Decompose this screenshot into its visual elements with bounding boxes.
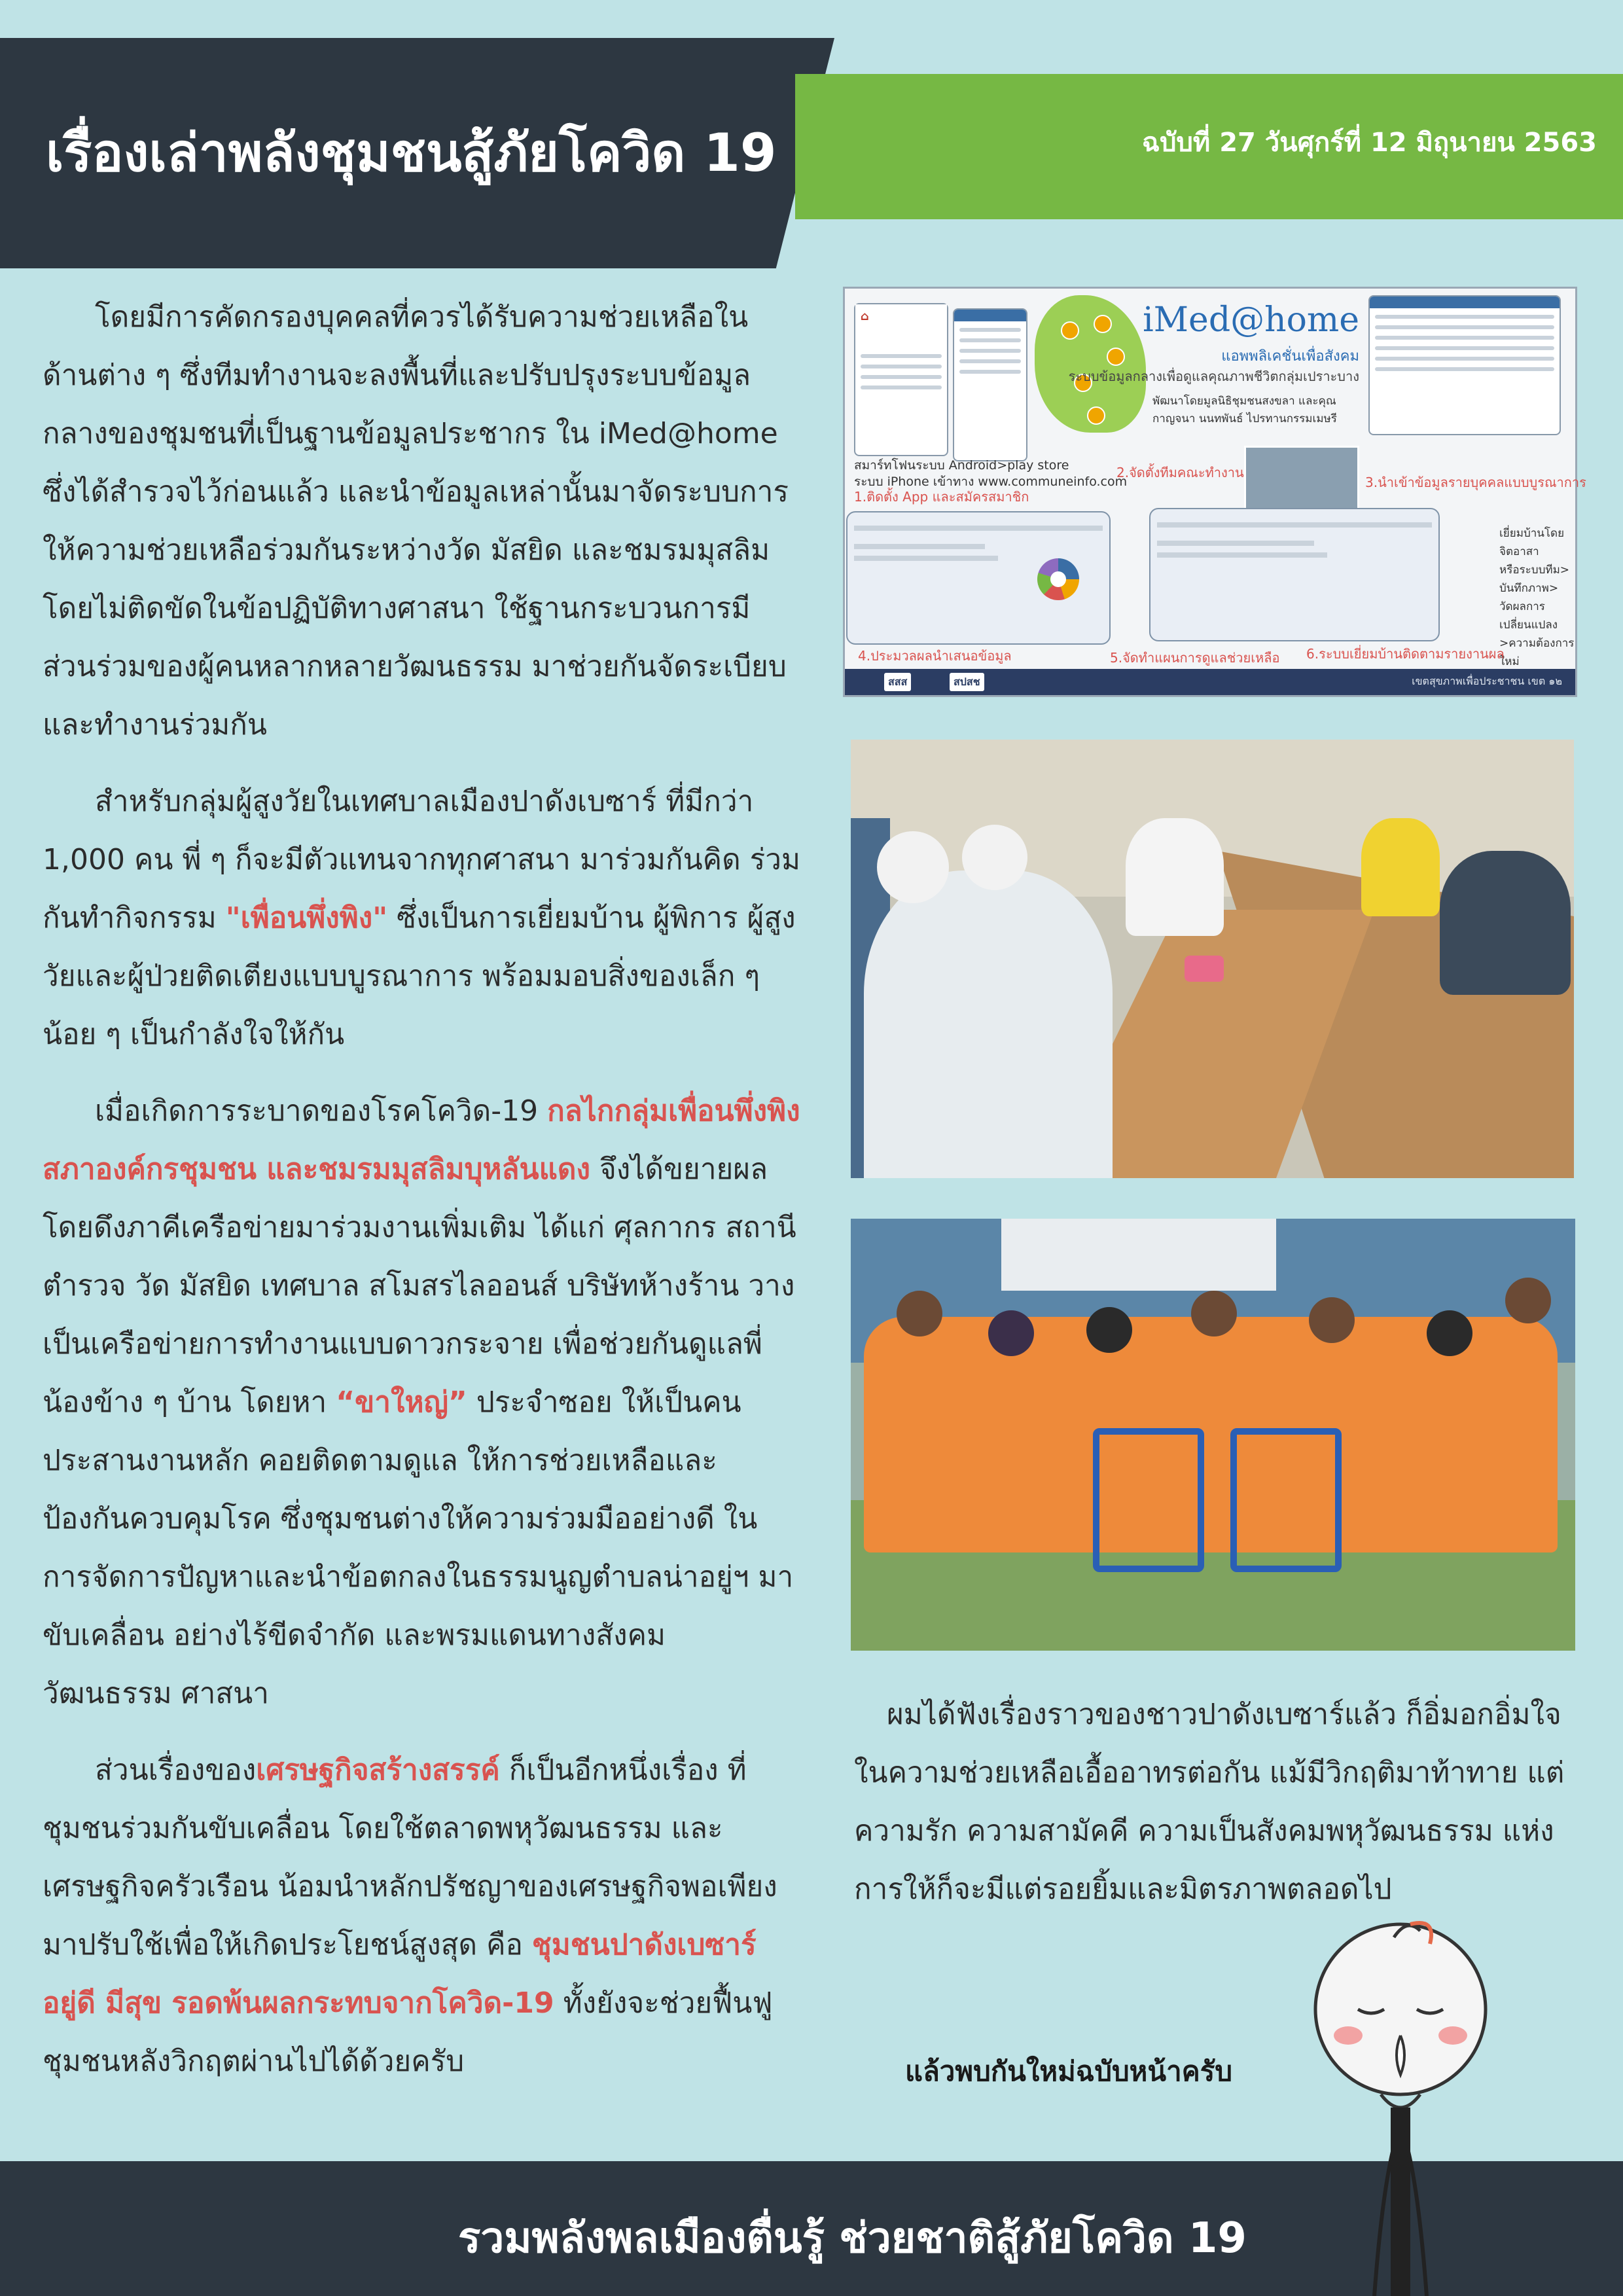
group-photo xyxy=(851,1219,1575,1651)
step-5: 5.จัดทำแผนการดูแลช่วยเหลือ xyxy=(1110,650,1280,666)
thailand-map xyxy=(1035,295,1146,433)
footer-slogan: รวมพลังพลเมืองตื่นรู้ ช่วยชาติสู้ภัยโควิด 19 xyxy=(458,2214,1247,2263)
imed-infographic xyxy=(843,287,1586,697)
text: ซึ่งเป็นการเยี่ยมบ้าน ผู้พิการ ผู้สูงวัยและผู้ป่วยติดเตียงแบบบูรณาการ พร้อมมอบสิ่งของเล็ก ๆ น้อย ๆ เป็นกำลังใจให้กัน xyxy=(43,901,796,1051)
mascot-icon xyxy=(1296,1911,1505,2296)
screen-mockup xyxy=(1368,295,1561,435)
text: ประจำซอย ให้เป็นคนประสานงานหลัก คอยติดตามดูแล ให้การช่วยเหลือและป้องกันควบคุมโรค ซึ่งชุมชนต่างให้ความร่วมมืออย่างดี ในการจัดการปัญหาและนำข้อตกลงในธรรมนูญตำบลน่าอยู่ฯ มาขับเคลื่อน อย่างไร้ขีดจำกัด และพรมแดนทางสังคม วัฒนธรรม ศาสนา xyxy=(43,1386,794,1710)
text: ก็เป็นอีกหนึ่งเรื่อง ที่ชุมชนร่วมกันขับเคลื่อน โดยใช้ตลาดพหุวัฒนธรรม และเศรษฐกิจครัวเรือน น้อมนำหลักปรัชญาของเศรษฐกิจพอเพียงมาปรับใช้เพื่อให้เกิดประโยชน์สูงสุด คือ xyxy=(43,1753,777,1962)
text: สำหรับกลุ่มผู้สูงวัยในเทศบาลเมืองปาดังเบซาร์ ที่มีกว่า 1,000 คน พี่ ๆ ก็จะมีตัวแทนจากทุกศาสนา มาร่วมกันคิด ร่วมกันทำกิจกรรม xyxy=(43,785,800,935)
paragraph-1: โดยมีการคัดกรองบุคคลที่ควรได้รับความช่วยเหลือในด้านต่าง ๆ ซึ่งทีมทำงานจะลงพื้นที่และปรับปรุงระบบข้อมูลกลางของชุมชนที่เป็นฐานข้อมูลประชากร ใน iMed@home ซึ่งได้สำรวจไว้ก่อนแล้ว และนำข้อมูลเหล่านั้นมาจัดระบบการให้ความช่วยเหลือร่วมกันระหว่างวัด มัสยิด และชมรมมุสลิม โดยไม่ติดขัดในข้อปฏิบัติทางศาสนา ใช้ฐานกระบวนการมีส่วนร่วมของผู้คนหลากหลายวัฒนธรรม มาช่วยกันจัดระเบียบและทำงานร่วมกัน xyxy=(43,300,789,742)
highlight-friend-support: "เพื่อนพึ่งพิง" xyxy=(225,901,388,935)
logo-nhso: สปสช xyxy=(950,673,984,691)
house-icon: ⌂ xyxy=(855,304,947,348)
imed-footer-note: เขตสุขภาพเพื่อประชาชน เขต ๑๒ xyxy=(1412,675,1562,687)
step-1: 1.ติดตั้ง App และสมัครสมาชิก xyxy=(854,489,1029,505)
issue-info: ฉบับที่ 27 วันศุกร์ที่ 12 มิถุนายน 2563 xyxy=(1141,128,1597,158)
wheelchair-icon xyxy=(1230,1428,1342,1572)
note-line: เยี่ยมบ้านโดยจิตอาสา xyxy=(1499,527,1565,558)
wheelchair-icon xyxy=(1093,1428,1204,1572)
note-line: บันทึกภาพ> xyxy=(1499,582,1559,595)
left-article xyxy=(43,288,802,2109)
see-you-text: แล้วพบกันใหม่ฉบับหน้าครับ xyxy=(905,2055,1232,2087)
imed-subtitle2: ระบบข้อมูลกลางเพื่อดูแลคุณภาพชีวิตกลุ่มเปราะบาง xyxy=(1068,368,1359,384)
android-note: สมาร์ทโฟนระบบ Android>play store xyxy=(854,458,1069,473)
newsletter-title: เรื่องเล่าพลังชุมชนสู้ภัยโควิด 19 xyxy=(46,122,777,183)
developer-note: พัฒนาโดยมูลนิธิชุมชนสงขลา และคุณกาญจนา นนทพันธ์ ไปรทานกรรมเมษรี xyxy=(1152,395,1337,425)
note-line: >ความต้องการใหม่ xyxy=(1499,637,1575,668)
right-article xyxy=(854,1685,1587,1918)
paragraph-2 xyxy=(43,772,802,1064)
highlight-community: ชุมชนปาดังเบซาร์อยู่ดี มีสุข รอดพ้นผลกระทบจากโควิด-19 xyxy=(43,1928,757,2020)
text: ส่วนเรื่องของ xyxy=(95,1753,257,1787)
text: จึงได้ขยายผล โดยดึงภาคีเครือข่ายมาร่วมงานเพิ่มเติม ได้แก่ ศุลกากร สถานีตำรวจ วัด มัสยิด เทศบาล สโมสรไลออนส์ บริษัทห้างร้าน วางเป็นเครือข่ายการทำงานแบบดาวกระจาย เพื่อช่วยกันดูแลพี่น้องข้าง ๆ บ้าน โดยหา xyxy=(43,1153,796,1419)
closing-paragraph: ผมได้ฟังเรื่องราวของชาวปาดังเบซาร์แล้ว ก็อิ่มอกอิ่มใจ ในความช่วยเหลือเอื้ออาทรต่อกัน แม้มีวิกฤติมาท้าทาย แต่ความรัก ความสามัคคี ความเป็นสังคมพหุวัฒนธรรม แห่งการให้ก็จะมีแต่รอยยิ้มและมิตรภาพตลอดไป xyxy=(854,1698,1565,1906)
paragraph-4 xyxy=(43,1741,802,2090)
meeting-photo xyxy=(851,740,1574,1178)
step-3: 3.นำเข้าข้อมูลรายบุคคลแบบบูรณาการ xyxy=(1365,475,1586,490)
imed-subtitle: แอพพลิเคชั่นเพื่อสังคม xyxy=(1221,348,1359,365)
highlight-creative-economy: เศรษฐกิจสร้างสรรค์ xyxy=(256,1753,500,1787)
highlight-big-leg: “ขาใหญ่” xyxy=(336,1386,467,1419)
imed-footer-bar xyxy=(845,669,1575,695)
logo-sss: สสส xyxy=(884,673,911,691)
home-visit-note xyxy=(1499,524,1575,671)
pie-chart-icon xyxy=(1037,558,1079,600)
step-6: 6.ระบบเยี่ยมบ้านติดตามรายงานผล xyxy=(1306,646,1505,662)
phone-mockup xyxy=(854,303,948,456)
text: เมื่อเกิดการระบาดของโรคโควิด-19 xyxy=(95,1094,548,1128)
step-4: 4.ประมวลผลนำเสนอข้อมูล xyxy=(858,648,1012,664)
report-panel xyxy=(846,511,1111,645)
paragraph-3 xyxy=(43,1082,802,1723)
highlight-mechanism: กลไกกลุ่มเพื่อนพึ่งพิง สภาองค์กรชุมชน และชมรมมุสลิมบุหลันแดง xyxy=(43,1094,800,1186)
text: ทั้งยังจะช่วยฟื้นฟูชุมชนหลังวิกฤตผ่านไปได้ด้วยครับ xyxy=(43,1986,773,2078)
note-line: หรือระบบทีม> xyxy=(1499,564,1570,577)
note-line: วัดผลการเปลี่ยนแปลง xyxy=(1499,600,1558,632)
iphone-note: ระบบ iPhone เข้าทาง www.communeinfo.com xyxy=(854,475,1128,489)
phone-mockup xyxy=(953,308,1027,461)
imed-title: iMed@home xyxy=(1143,300,1359,340)
step-2: 2.จัดตั้งทีมคณะทำงาน xyxy=(1116,465,1244,480)
plan-panel xyxy=(1149,508,1440,641)
